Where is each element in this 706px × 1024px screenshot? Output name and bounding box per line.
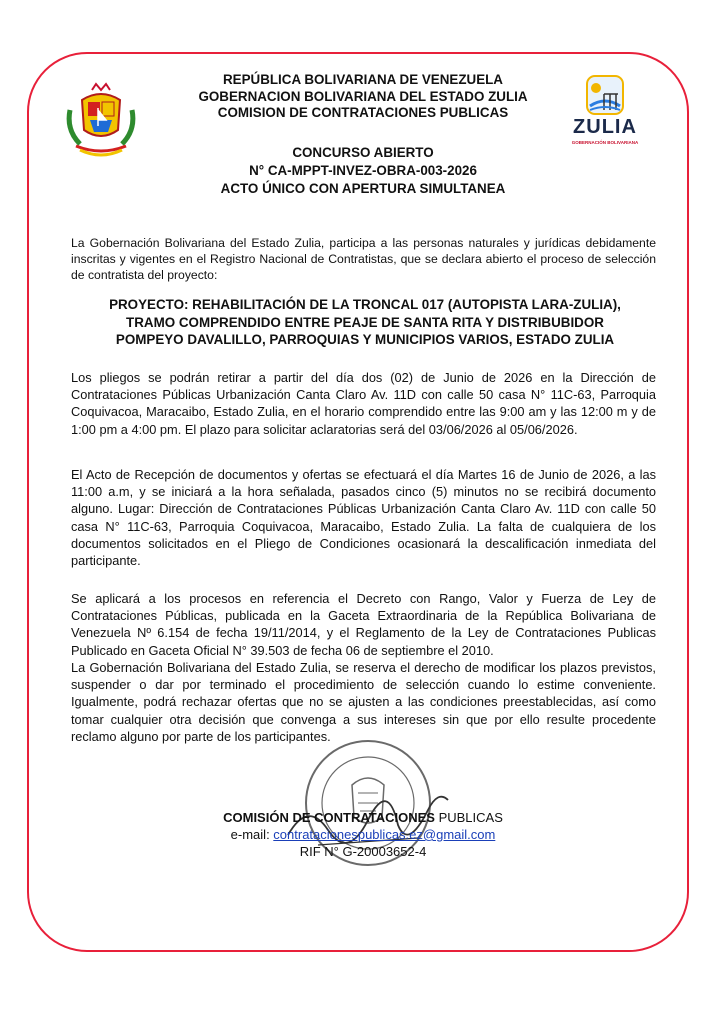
paragraph-reservation-of-rights: La Gobernación Bolivariana del Estado Zulia, se reserva el derecho de modificar los plazos previstos, suspender o dar por terminado el procedimiento de selección cuando lo estime conveniente. Igualmente, podrá rechazar ofertas que no se ajusten a las condiciones preestablecidas, así como tomar cualquier otra decisión que convenga a sus intereses sin que por ello resulte procedente reclamo alguno por parte de los participantes. <box>71 660 656 744</box>
intro-paragraph: La Gobernación Bolivariana del Estado Zulia, participa a las personas naturales y jurídicas debidamente inscritas y vigentes en el Registro Nacional de Contratistas, que se declara abierto el proceso de selección de contratista del proyecto: <box>71 236 656 282</box>
project-title <box>75 296 655 349</box>
footer-org-bold: COMISIÓN DE CONTRATACIONES <box>223 810 435 825</box>
title-act-type: ACTO ÚNICO CON APERTURA SIMULTANEA <box>220 181 506 196</box>
header-country: REPÚBLICA BOLIVARIANA DE VENEZUELA <box>223 72 503 87</box>
title-contest-number: N° CA-MPPT-INVEZ-OBRA-003-2026 <box>249 163 477 178</box>
document-header <box>150 72 576 122</box>
zulia-logo-subtext: GOBERNACIÓN BOLIVARIANA <box>571 140 639 145</box>
footer-email-label: e-mail: <box>230 827 274 842</box>
paragraph-legal-framework: Se aplicará a los procesos en referencia el Decreto con Rango, Valor y Fuerza de Ley de Contrataciones Públicas, publicada en la Gaceta Extraordinaria de la República Bolivariana de Venezuela Nº 6.154 de fecha 19/11/2014, y el Reglamento de la Ley de Contrataciones Publicas Publicado en Gaceta Oficial N° 39.503 de fecha 06 de septiembre el 2010. <box>71 591 656 658</box>
header-commission: COMISION DE CONTRATACIONES PUBLICAS <box>217 105 509 120</box>
footer-email-link[interactable]: contratacionespublicas.ez@gmail.com <box>273 827 496 842</box>
paragraph-bidding-documents: Los pliegos se podrán retirar a partir del día dos (02) de Junio de 2026 en la Dirección de Contrataciones Públicas Urbanización Canta Claro Av. 11D con calle 50 casa N° 11C-63, Parroquia Coquivacoa, Maracaibo, Estado Zulia, en el horario comprendido entre las 9:00 am y las 12:00 m y de 1:00 pm a 4:00 pm. El plazo para solicitar aclaratorias será del 03/06/2026 al 05/06/2026. <box>71 370 656 437</box>
header-governorate: GOBERNACION BOLIVARIANA DEL ESTADO ZULIA <box>198 88 528 104</box>
zulia-logo-text: ZULIA <box>573 116 637 138</box>
footer-org-rest: PUBLICAS <box>434 810 503 825</box>
footer-organization <box>150 809 576 826</box>
footer-rif: RIF N° G-20003652-4 <box>299 844 427 859</box>
project-line-2: TRAMO COMPRENDIDO ENTRE PEAJE DE SANTA RITA Y DISTRIBUBIDOR <box>126 314 604 330</box>
footer-email-line <box>150 826 576 843</box>
project-line-1: PROYECTO: REHABILITACIÓN DE LA TRONCAL 017 (AUTOPISTA LARA-ZULIA), <box>109 297 621 312</box>
document-footer <box>150 809 576 860</box>
project-line-3: POMPEYO DAVALILLO, PARROQUIAS Y MUNICIPIOS VARIOS, ESTADO ZULIA <box>115 332 615 347</box>
paragraph-reception-act: El Acto de Recepción de documentos y ofertas se efectuará el día Martes 16 de Junio de 2026, a las 11:00 a.m, y se iniciará a la hora señalada, pasados cinco (5) minutos no se recibirá documento alguno. Lugar: Dirección de Contrataciones Públicas Urbanización Canta Claro Av. 11D con calle 50 casa N° 11C-63, Parroquia Coquivacoa, Maracaibo, Estado Zulia. La falta de cualquiera de los documentos solicitados en el Pliego de Condiciones ocasionará la descalificación inmediata del participante. <box>71 467 656 569</box>
title-contest-type: CONCURSO ABIERTO <box>292 145 434 160</box>
coat-of-arms-icon <box>62 80 140 160</box>
document-title <box>150 144 576 198</box>
